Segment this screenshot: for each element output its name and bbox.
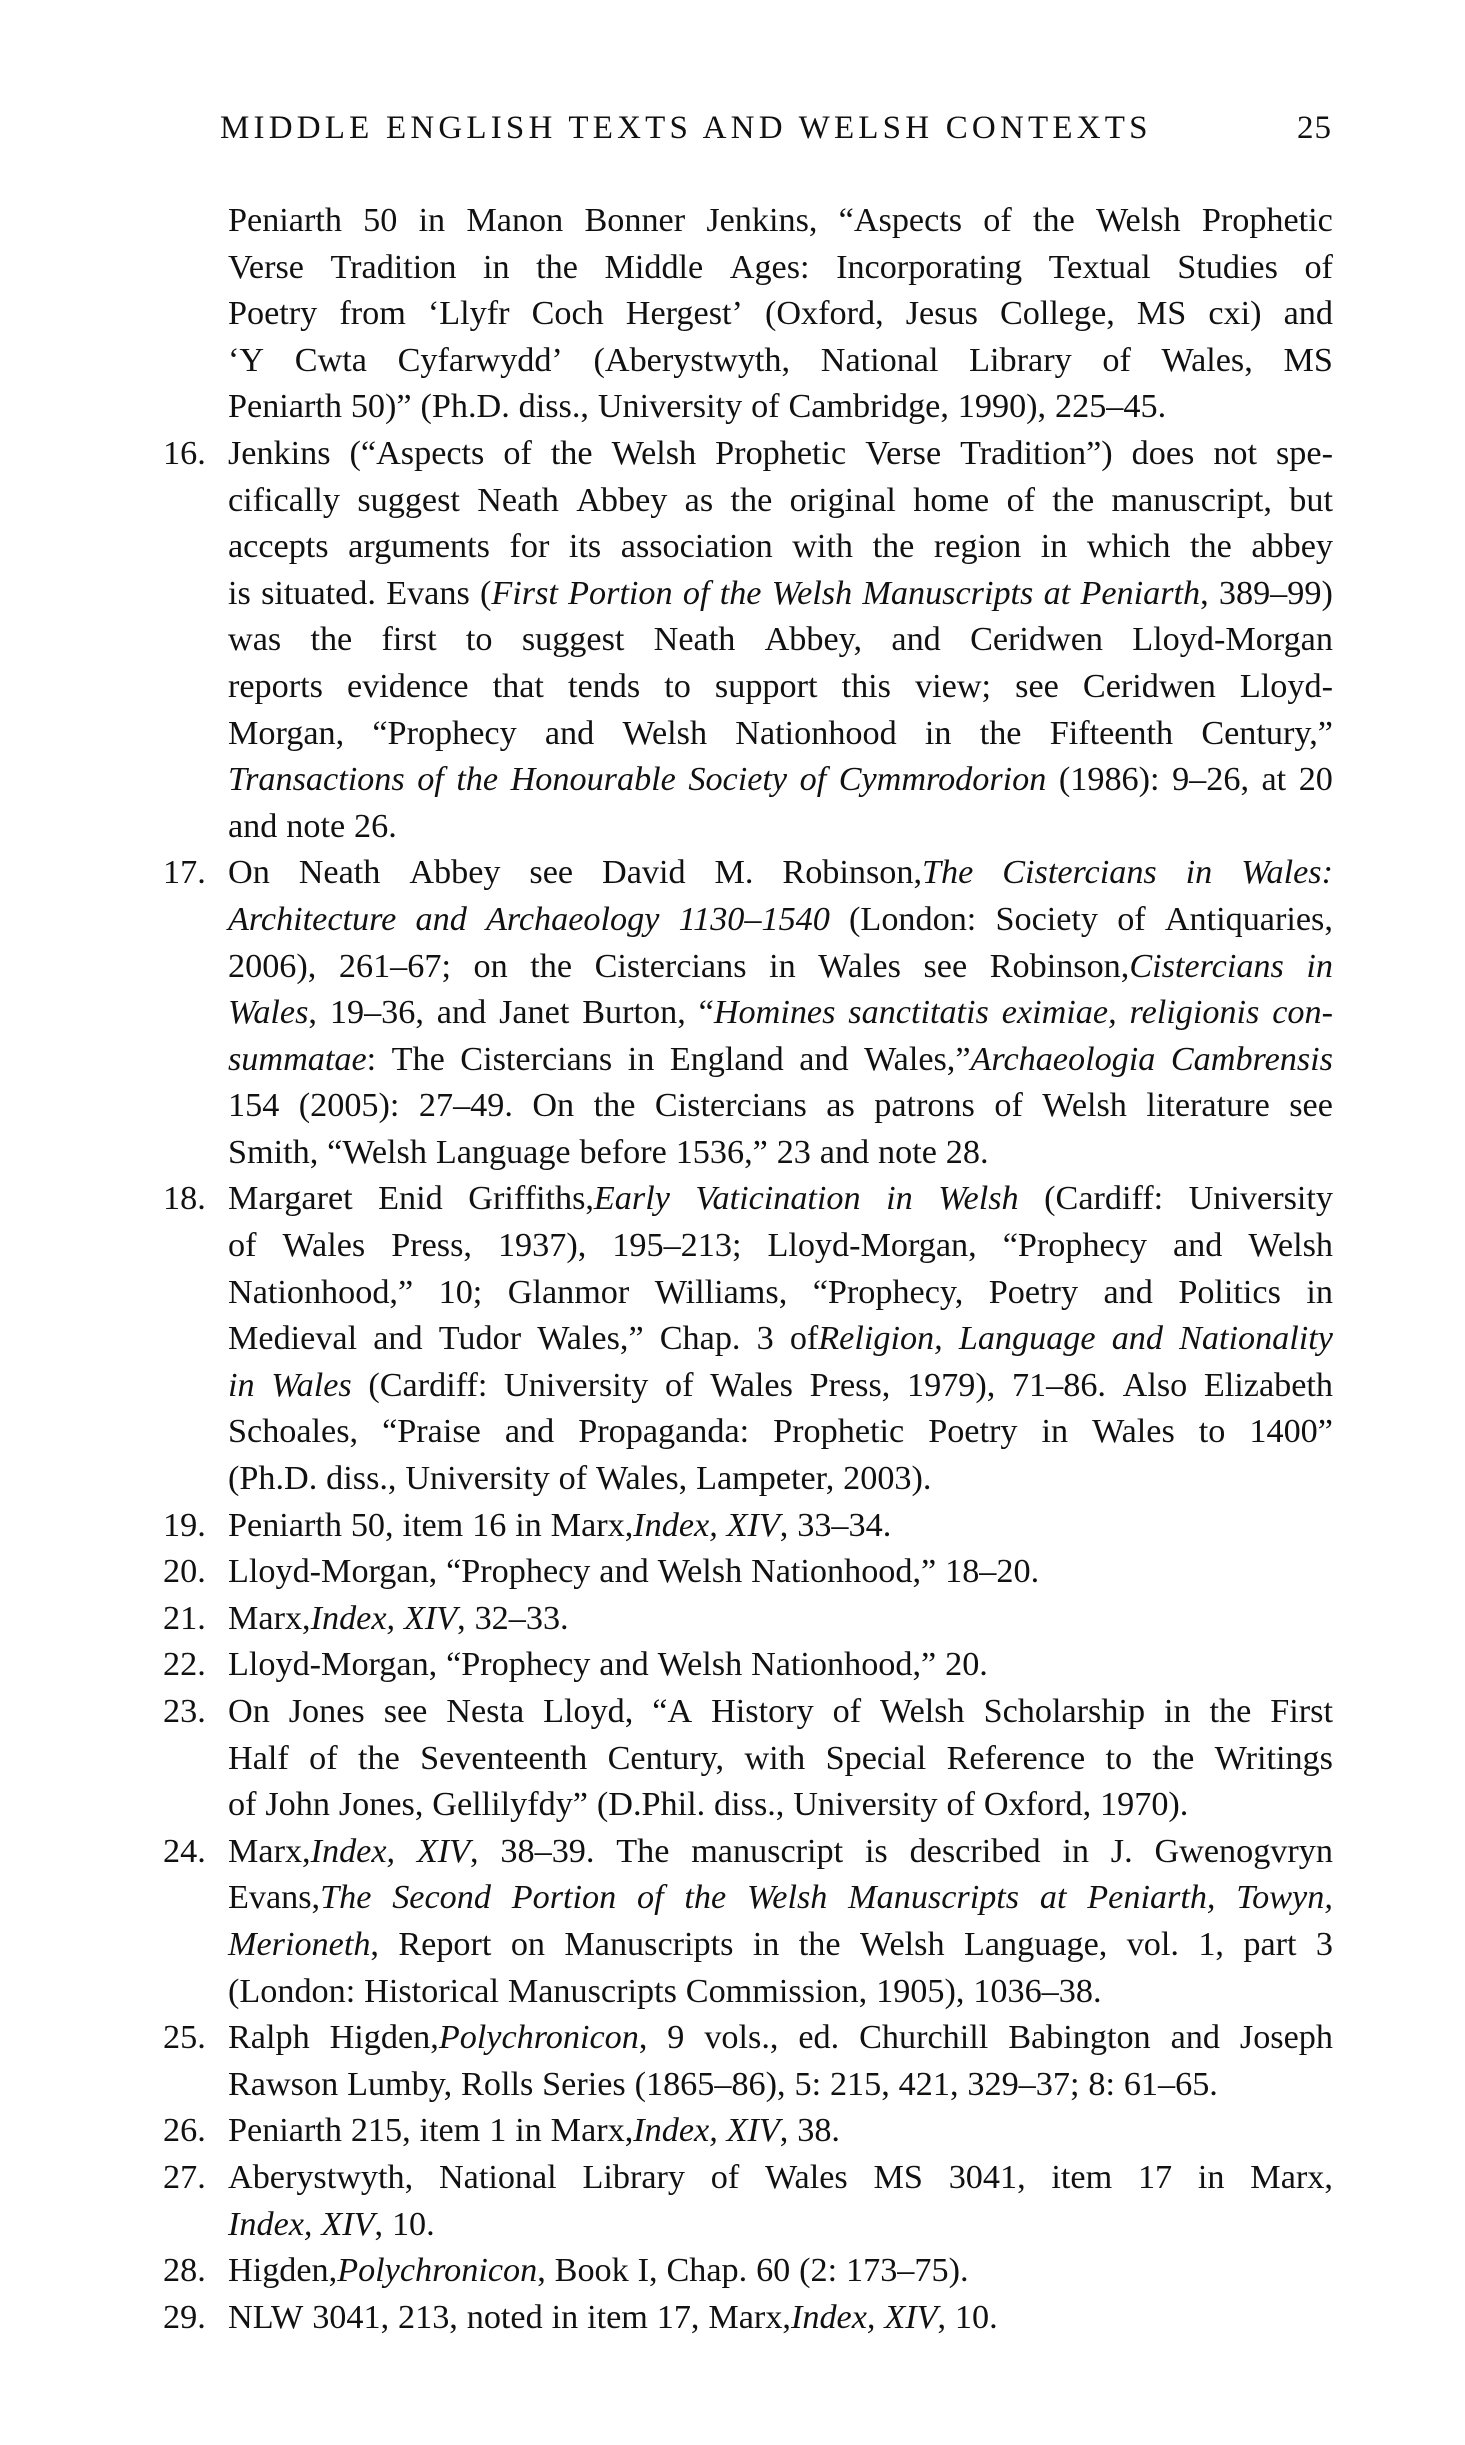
endnote-line: Merioneth, Report on Manuscripts in the Welsh Language, vol. 1, part 3: [228, 1925, 1333, 1963]
endnote-number: 25.: [163, 2019, 206, 2057]
endnote-line: Lloyd-Morgan, “Prophecy and Welsh Nationhood,” 20.: [228, 1646, 988, 1684]
endnote-line: Marx,Index, XIV, 32–33.: [228, 1599, 569, 1637]
endnote-line: and note 26.: [228, 807, 397, 845]
running-head: [220, 108, 1332, 148]
endnote-number: 27.: [163, 2158, 206, 2196]
endnote-line: Poetry from ‘Llyfr Coch Hergest’ (Oxford, Jesus College, MS cxi) and: [228, 295, 1333, 333]
endnote-line: Peniarth 215, item 1 in Marx,Index, XIV, 38.: [228, 2112, 840, 2150]
endnote-line: Ralph Higden,Polychronicon, 9 vols., ed. Churchill Babington and Joseph: [228, 2019, 1333, 2057]
endnote: [0, 431, 1333, 850]
running-title: MIDDLE ENGLISH TEXTS AND WELSH CONTEXTS: [220, 110, 1152, 146]
endnote-line: Nationhood,” 10; Glanmor Williams, “Prophecy, Poetry and Politics in: [228, 1273, 1333, 1311]
endnote-line: summatae: The Cistercians in England and Wales,”Archaeologia Cambrensis: [228, 1040, 1333, 1078]
endnote-line: Transactions of the Honourable Society of Cymmrodorion (1986): 9–26, at 20: [228, 761, 1333, 799]
endnote-line: Evans,The Second Portion of the Welsh Manuscripts at Peniarth, Towyn,: [228, 1879, 1333, 1917]
endnote: [0, 1596, 1333, 1643]
endnote-line: in Wales (Cardiff: University of Wales Press, 1979), 71–86. Also Elizabeth: [228, 1366, 1333, 1404]
endnote-line: of John Jones, Gellilyfdy” (D.Phil. diss., University of Oxford, 1970).: [228, 1786, 1189, 1824]
endnote-line: Peniarth 50 in Manon Bonner Jenkins, “Aspects of the Welsh Prophetic: [228, 202, 1333, 239]
endnote-number: 24.: [163, 1832, 206, 1870]
endnote: [0, 198, 1333, 431]
endnote-number: 26.: [163, 2112, 206, 2150]
endnote-number: 19.: [163, 1506, 206, 1544]
endnote-line: Half of the Seventeenth Century, with Special Reference to the Writings: [228, 1739, 1333, 1777]
endnotes-list: [0, 198, 1465, 2341]
endnote-line: On Neath Abbey see David M. Robinson,The Cistercians in Wales:: [228, 854, 1333, 892]
endnote-line: 154 (2005): 27–49. On the Cistercians as patrons of Welsh literature see: [228, 1087, 1333, 1125]
endnote: [0, 1176, 1333, 1502]
endnote: [0, 2015, 1333, 2108]
endnote: [0, 1829, 1333, 2015]
endnote-line: Morgan, “Prophecy and Welsh Nationhood in the Fifteenth Century,”: [228, 714, 1333, 752]
endnote-number: 20.: [163, 1553, 206, 1591]
endnote: [0, 2248, 1333, 2295]
endnote-line: reports evidence that tends to support this view; see Ceridwen Lloyd-: [228, 667, 1333, 705]
endnote-number: 17.: [163, 854, 206, 892]
endnote-line: ‘Y Cwta Cyfarwydd’ (Aberystwyth, National Library of Wales, MS: [228, 341, 1333, 379]
endnote-line: 2006), 261–67; on the Cistercians in Wales see Robinson,Cistercians in: [228, 947, 1333, 985]
endnote-number: 29.: [163, 2298, 206, 2336]
endnote-number: 28.: [163, 2252, 206, 2290]
endnote-line: Schoales, “Praise and Propaganda: Prophetic Poetry in Wales to 1400”: [228, 1413, 1333, 1451]
endnote-line: Marx,Index, XIV, 38–39. The manuscript is described in J. Gwenogvryn: [228, 1832, 1333, 1870]
endnote-line: NLW 3041, 213, noted in item 17, Marx,Index, XIV, 10.: [228, 2298, 998, 2336]
endnote: [0, 2108, 1333, 2155]
endnote-line: Peniarth 50)” (Ph.D. diss., University of Cambridge, 1990), 225–45.: [228, 388, 1167, 426]
endnote-line: Smith, “Welsh Language before 1536,” 23 and note 28.: [228, 1133, 989, 1171]
endnote: [0, 2295, 1333, 2342]
endnote: [0, 1689, 1333, 1829]
endnote-number: 18.: [163, 1180, 206, 1218]
endnote-line: Wales, 19–36, and Janet Burton, “Homines sanctitatis eximiae, religionis con-: [228, 994, 1333, 1032]
endnote-line: (London: Historical Manuscripts Commission, 1905), 1036–38.: [228, 1972, 1102, 2010]
endnote: [0, 1549, 1333, 1596]
endnote-line: Medieval and Tudor Wales,” Chap. 3 ofReligion, Language and Nationality: [228, 1320, 1333, 1358]
endnote-line: of Wales Press, 1937), 195–213; Lloyd-Morgan, “Prophecy and Welsh: [228, 1227, 1333, 1265]
endnote-line: cifically suggest Neath Abbey as the original home of the manuscript, but: [228, 481, 1333, 519]
endnote-number: 16.: [163, 434, 206, 472]
endnote-line: Jenkins (“Aspects of the Welsh Prophetic Verse Tradition”) does not spe-: [228, 434, 1333, 472]
endnote-line: (Ph.D. diss., University of Wales, Lampeter, 2003).: [228, 1460, 932, 1498]
endnote-line: Higden,Polychronicon, Book I, Chap. 60 (2: 173–75).: [228, 2252, 969, 2290]
endnote-line: Lloyd-Morgan, “Prophecy and Welsh Nationhood,” 18–20.: [228, 1553, 1040, 1591]
endnote-number: 23.: [163, 1693, 206, 1730]
endnote-line: Peniarth 50, item 16 in Marx,Index, XIV, 33–34.: [228, 1506, 892, 1544]
endnote-line: Architecture and Archaeology 1130–1540 (London: Society of Antiquaries,: [228, 900, 1333, 938]
endnote-line: Verse Tradition in the Middle Ages: Incorporating Textual Studies of: [228, 248, 1333, 286]
endnote-number: 21.: [163, 1599, 206, 1637]
endnote-line: is situated. Evans (First Portion of the Welsh Manuscripts at Peniarth, 389–99): [228, 574, 1333, 612]
endnote-number: 22.: [163, 1646, 206, 1684]
endnote: [0, 1503, 1333, 1550]
endnote-line: Margaret Enid Griffiths,Early Vaticination in Welsh (Cardiff: University: [228, 1180, 1333, 1218]
endnote: [0, 2155, 1333, 2248]
page-number: 25: [1297, 110, 1332, 146]
endnote-line: Index, XIV, 10.: [228, 2205, 435, 2243]
endnote: [0, 1642, 1333, 1689]
endnote-line: Aberystwyth, National Library of Wales MS 3041, item 17 in Marx,: [228, 2158, 1333, 2196]
endnote-line: Rawson Lumby, Rolls Series (1865–86), 5: 215, 421, 329–37; 8: 61–65.: [228, 2065, 1218, 2103]
endnote: [0, 850, 1333, 1176]
endnote-line: was the first to suggest Neath Abbey, and Ceridwen Lloyd-Morgan: [228, 621, 1333, 659]
endnote-line: On Jones see Nesta Lloyd, “A History of Welsh Scholarship in the First: [228, 1693, 1333, 1730]
endnote-line: accepts arguments for its association with the region in which the abbey: [228, 528, 1333, 566]
